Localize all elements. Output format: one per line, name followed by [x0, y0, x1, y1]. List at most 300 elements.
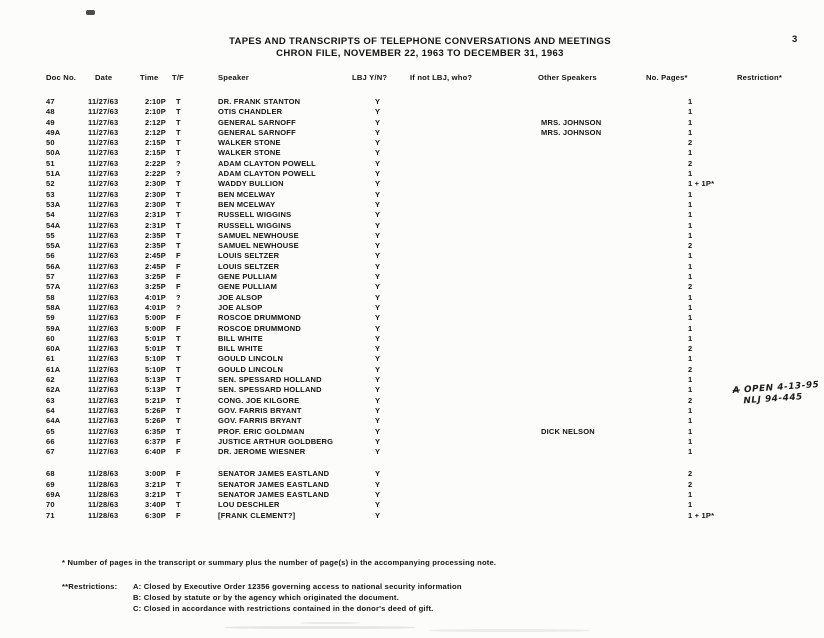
- cell-no-pages: 1: [688, 436, 693, 446]
- cell-no-pages: 1: [688, 405, 693, 415]
- cell-speaker: GENERAL SARNOFF: [218, 117, 296, 127]
- cell-date: 11/27/63: [88, 169, 119, 179]
- cell-time: 2:22P: [144, 158, 166, 168]
- cell-tf: T: [176, 364, 181, 374]
- cell-time: 5:00P: [144, 313, 166, 323]
- cell-no-pages: 1: [688, 416, 693, 426]
- table-row: [0, 190, 824, 200]
- cell-no-pages: 1: [688, 292, 693, 302]
- cell-speaker: LOU DESCHLER: [218, 500, 280, 510]
- cell-lbj-yn: Y: [375, 344, 381, 354]
- cell-lbj-yn: Y: [375, 158, 381, 168]
- cell-lbj-yn: Y: [375, 354, 381, 364]
- cell-time: 2:30P: [144, 189, 166, 199]
- cell-speaker: LOUIS SELTZER: [218, 251, 280, 261]
- cell-date: 11/27/63: [88, 251, 119, 261]
- table-row: [0, 437, 824, 447]
- cell-tf: T: [176, 230, 181, 240]
- cell-date: 11/27/63: [88, 158, 119, 168]
- cell-date: 11/27/63: [88, 138, 119, 148]
- cell-doc-no: 50: [46, 138, 55, 148]
- cell-no-pages: 1: [688, 272, 693, 282]
- cell-time: 2:31P: [144, 220, 166, 230]
- cell-speaker: CONG. JOE KILGORE: [218, 395, 300, 405]
- cell-doc-no: 59A: [46, 323, 61, 333]
- cell-time: 2:15P: [144, 148, 166, 158]
- cell-time: 6:37P: [144, 436, 166, 446]
- cell-time: 5:26P: [144, 416, 166, 426]
- cell-doc-no: 50A: [46, 148, 61, 158]
- cell-speaker: BILL WHITE: [218, 344, 263, 354]
- cell-doc-no: 66: [46, 436, 55, 446]
- cell-speaker: WALKER STONE: [218, 148, 281, 158]
- cell-time: 6:35P: [144, 426, 166, 436]
- cell-date: 11/27/63: [88, 189, 119, 199]
- cell-date: 11/27/63: [88, 416, 119, 426]
- cell-no-pages: 1: [688, 333, 693, 343]
- cell-no-pages: 1: [688, 210, 693, 220]
- cell-tf: F: [176, 272, 181, 282]
- cell-speaker: GOULD LINCOLN: [218, 354, 284, 364]
- cell-tf: T: [176, 241, 181, 251]
- cell-no-pages: 1: [688, 107, 693, 117]
- cell-no-pages: 2: [688, 282, 693, 292]
- cell-date: 11/27/63: [88, 179, 119, 189]
- cell-speaker: GENE PULLIAM: [218, 282, 278, 292]
- cell-time: 2:12P: [144, 127, 166, 137]
- cell-no-pages: 1: [688, 199, 693, 209]
- cell-lbj-yn: Y: [375, 107, 381, 117]
- cell-no-pages: 1: [688, 500, 693, 510]
- scan-artifact: [86, 10, 95, 15]
- document-title-line1: TAPES AND TRANSCRIPTS OF TELEPHONE CONVERSATIONS AND MEETINGS: [229, 36, 611, 47]
- cell-date: 11/27/63: [88, 220, 119, 230]
- table-row: [0, 344, 824, 354]
- table-row: [0, 416, 824, 426]
- cell-no-pages: 2: [688, 344, 693, 354]
- cell-no-pages: 1: [688, 313, 693, 323]
- cell-speaker: GOULD LINCOLN: [218, 364, 284, 374]
- cell-time: 2:45P: [144, 261, 166, 271]
- cell-time: 2:22P: [144, 169, 166, 179]
- cell-no-pages: 1: [688, 323, 693, 333]
- table-row: [0, 272, 824, 282]
- cell-date: 11/27/63: [88, 282, 119, 292]
- cell-doc-no: 54: [46, 210, 55, 220]
- table-row: [0, 354, 824, 364]
- cell-lbj-yn: Y: [375, 426, 381, 436]
- cell-date: 11/27/63: [88, 375, 119, 385]
- footnote-restrictions-label: **Restrictions:: [62, 582, 118, 591]
- cell-doc-no: 56A: [46, 261, 61, 271]
- cell-lbj-yn: Y: [375, 447, 381, 457]
- cell-tf: ?: [176, 302, 181, 312]
- cell-doc-no: 57A: [46, 282, 61, 292]
- scan-smudge: [430, 629, 590, 632]
- cell-lbj-yn: Y: [375, 385, 381, 395]
- cell-speaker: WADDY BULLION: [218, 179, 284, 189]
- cell-date: 11/27/63: [88, 344, 119, 354]
- table-row-group: [0, 469, 824, 520]
- cell-tf: T: [176, 489, 181, 499]
- cell-no-pages: 2: [688, 469, 693, 479]
- table-row: [0, 480, 824, 490]
- cell-time: 5:13P: [144, 375, 166, 385]
- cell-lbj-yn: Y: [375, 479, 381, 489]
- cell-lbj-yn: Y: [375, 97, 381, 106]
- cell-date: 11/27/63: [88, 333, 119, 343]
- cell-tf: T: [176, 375, 181, 385]
- cell-doc-no: 62A: [46, 385, 61, 395]
- cell-tf: T: [176, 199, 181, 209]
- table-row: [0, 365, 824, 375]
- cell-lbj-yn: Y: [375, 251, 381, 261]
- cell-date: 11/27/63: [88, 436, 119, 446]
- cell-lbj-yn: Y: [375, 230, 381, 240]
- cell-tf: F: [176, 313, 181, 323]
- cell-tf: T: [176, 395, 181, 405]
- cell-other-speakers: MRS. JOHNSON: [541, 127, 602, 137]
- cell-time: 3:00P: [144, 469, 166, 479]
- cell-other-speakers: DICK NELSON: [541, 426, 595, 436]
- cell-tf: F: [176, 261, 181, 271]
- cell-tf: F: [176, 436, 181, 446]
- cell-doc-no: 48: [46, 107, 55, 117]
- cell-doc-no: 67: [46, 447, 55, 457]
- table-row: [0, 490, 824, 500]
- cell-lbj-yn: Y: [375, 261, 381, 271]
- cell-speaker: ROSCOE DRUMMOND: [218, 323, 301, 333]
- column-header-restriction: Restriction*: [737, 73, 783, 82]
- cell-speaker: [FRANK CLEMENT?]: [218, 510, 296, 520]
- cell-tf: T: [176, 117, 181, 127]
- cell-speaker: SENATOR JAMES EASTLAND: [218, 469, 330, 479]
- cell-time: 2:30P: [144, 199, 166, 209]
- cell-no-pages: 1 + 1P*: [688, 510, 715, 520]
- footnote-restriction-b: B: Closed by statute or by the agency which originated the document.: [133, 593, 399, 602]
- table-row: [0, 159, 824, 169]
- cell-date: 11/27/63: [88, 364, 119, 374]
- cell-speaker: GENE PULLIAM: [218, 272, 278, 282]
- cell-speaker: SEN. SPESSARD HOLLAND: [218, 375, 322, 385]
- table-row: [0, 313, 824, 323]
- cell-lbj-yn: Y: [375, 138, 381, 148]
- cell-no-pages: 1: [688, 426, 693, 436]
- cell-speaker: GENERAL SARNOFF: [218, 127, 296, 137]
- cell-time: 6:30P: [144, 510, 166, 520]
- cell-doc-no: 64: [46, 405, 55, 415]
- cell-tf: T: [176, 210, 181, 220]
- cell-lbj-yn: Y: [375, 364, 381, 374]
- cell-speaker: DR. JEROME WIESNER: [218, 447, 306, 457]
- cell-lbj-yn: Y: [375, 241, 381, 251]
- cell-no-pages: 2: [688, 364, 693, 374]
- cell-time: 2:12P: [144, 117, 166, 127]
- cell-date: 11/27/63: [88, 405, 119, 415]
- cell-doc-no: 65: [46, 426, 55, 436]
- cell-speaker: JUSTICE ARTHUR GOLDBERG: [218, 436, 334, 446]
- cell-doc-no: 55: [46, 230, 55, 240]
- table-row: [0, 251, 824, 261]
- cell-doc-no: 69: [46, 479, 55, 489]
- cell-tf: T: [176, 500, 181, 510]
- cell-doc-no: 56: [46, 251, 55, 261]
- cell-doc-no: 60: [46, 333, 55, 343]
- cell-date: 11/28/63: [88, 510, 119, 520]
- cell-speaker: SENATOR JAMES EASTLAND: [218, 489, 330, 499]
- cell-lbj-yn: Y: [375, 292, 381, 302]
- cell-speaker: WALKER STONE: [218, 138, 281, 148]
- cell-no-pages: 1: [688, 354, 693, 364]
- column-header-doc-no: Doc No.: [46, 73, 77, 82]
- cell-time: 2:35P: [144, 241, 166, 251]
- cell-time: 2:35P: [144, 230, 166, 240]
- cell-doc-no: 70: [46, 500, 55, 510]
- cell-lbj-yn: Y: [375, 500, 381, 510]
- cell-lbj-yn: Y: [375, 189, 381, 199]
- cell-other-speakers: MRS. JOHNSON: [541, 117, 602, 127]
- cell-date: 11/27/63: [88, 127, 119, 137]
- scan-smudge: [225, 626, 415, 629]
- cell-time: 2:15P: [144, 138, 166, 148]
- cell-no-pages: 1: [688, 169, 693, 179]
- cell-tf: T: [176, 97, 181, 106]
- table-body: [0, 97, 824, 521]
- cell-speaker: ADAM CLAYTON POWELL: [218, 169, 316, 179]
- cell-lbj-yn: Y: [375, 436, 381, 446]
- cell-no-pages: 1: [688, 251, 693, 261]
- cell-doc-no: 51A: [46, 169, 61, 179]
- cell-no-pages: 1: [688, 447, 693, 457]
- cell-date: 11/28/63: [88, 489, 119, 499]
- table-row: [0, 118, 824, 128]
- column-header-tf: T/F: [172, 73, 184, 82]
- cell-speaker: SAMUEL NEWHOUSE: [218, 230, 299, 240]
- cell-tf: T: [176, 416, 181, 426]
- cell-time: 5:00P: [144, 323, 166, 333]
- cell-lbj-yn: Y: [375, 272, 381, 282]
- cell-lbj-yn: Y: [375, 169, 381, 179]
- table-row: [0, 334, 824, 344]
- table-row: [0, 148, 824, 158]
- cell-doc-no: 54A: [46, 220, 61, 230]
- cell-time: 2:10P: [144, 107, 166, 117]
- cell-lbj-yn: Y: [375, 282, 381, 292]
- cell-tf: F: [176, 510, 181, 520]
- cell-doc-no: 51: [46, 158, 55, 168]
- cell-time: 5:01P: [144, 344, 166, 354]
- cell-date: 11/27/63: [88, 107, 119, 117]
- cell-date: 11/27/63: [88, 210, 119, 220]
- cell-date: 11/28/63: [88, 479, 119, 489]
- cell-lbj-yn: Y: [375, 510, 381, 520]
- table-row: [0, 406, 824, 416]
- cell-time: 3:25P: [144, 272, 166, 282]
- cell-time: 2:10P: [144, 97, 166, 106]
- cell-date: 11/27/63: [88, 199, 119, 209]
- cell-date: 11/27/63: [88, 241, 119, 251]
- table-row: [0, 324, 824, 334]
- cell-time: 2:30P: [144, 179, 166, 189]
- cell-date: 11/27/63: [88, 354, 119, 364]
- cell-date: 11/27/63: [88, 426, 119, 436]
- cell-lbj-yn: Y: [375, 333, 381, 343]
- cell-date: 11/27/63: [88, 117, 119, 127]
- scan-smudge: [300, 622, 360, 624]
- table-row: [0, 97, 824, 107]
- cell-date: 11/27/63: [88, 395, 119, 405]
- table-row: [0, 262, 824, 272]
- cell-time: 3:21P: [144, 479, 166, 489]
- cell-speaker: GOV. FARRIS BRYANT: [218, 405, 302, 415]
- cell-no-pages: 1: [688, 148, 693, 158]
- cell-speaker: JOE ALSOP: [218, 292, 263, 302]
- cell-date: 11/27/63: [88, 230, 119, 240]
- column-header-if-not-lbj: If not LBJ, who?: [410, 73, 473, 82]
- cell-doc-no: 47: [46, 97, 55, 106]
- cell-no-pages: 1: [688, 230, 693, 240]
- cell-no-pages: 2: [688, 479, 693, 489]
- cell-date: 11/27/63: [88, 447, 119, 457]
- cell-speaker: BILL WHITE: [218, 333, 263, 343]
- cell-date: 11/27/63: [88, 302, 119, 312]
- cell-doc-no: 61: [46, 354, 55, 364]
- cell-time: 5:10P: [144, 364, 166, 374]
- cell-no-pages: 1: [688, 127, 693, 137]
- cell-no-pages: 1: [688, 302, 693, 312]
- cell-doc-no: 64A: [46, 416, 61, 426]
- cell-doc-no: 49A: [46, 127, 61, 137]
- cell-no-pages: 1: [688, 385, 693, 395]
- table-row: [0, 303, 824, 313]
- cell-tf: F: [176, 469, 181, 479]
- cell-lbj-yn: Y: [375, 127, 381, 137]
- table-row: [0, 469, 824, 479]
- handwritten-open-date: OPEN 4-13-95: [743, 379, 820, 396]
- cell-tf: T: [176, 344, 181, 354]
- cell-doc-no: 69A: [46, 489, 61, 499]
- cell-lbj-yn: Y: [375, 416, 381, 426]
- cell-time: 3:21P: [144, 489, 166, 499]
- footnote-restriction-a: A: Closed by Executive Order 12356 governing access to national security information: [133, 582, 462, 591]
- table-row: [0, 427, 824, 437]
- footnote-restriction-c: C: Closed in accordance with restrictions contained in the donor's deed of gift.: [133, 604, 434, 613]
- handwritten-crossed-restriction: A: [732, 385, 741, 397]
- cell-no-pages: 1: [688, 489, 693, 499]
- cell-no-pages: 1: [688, 375, 693, 385]
- cell-lbj-yn: Y: [375, 323, 381, 333]
- table-row: [0, 128, 824, 138]
- cell-doc-no: 68: [46, 469, 55, 479]
- cell-doc-no: 58A: [46, 302, 61, 312]
- cell-tf: T: [176, 220, 181, 230]
- cell-doc-no: 63: [46, 395, 55, 405]
- cell-speaker: RUSSELL WIGGINS: [218, 210, 292, 220]
- cell-tf: T: [176, 426, 181, 436]
- cell-tf: F: [176, 447, 181, 457]
- cell-speaker: DR. FRANK STANTON: [218, 97, 301, 106]
- cell-doc-no: 62: [46, 375, 55, 385]
- cell-tf: ?: [176, 292, 181, 302]
- cell-date: 11/27/63: [88, 148, 119, 158]
- table-row: [0, 221, 824, 231]
- cell-lbj-yn: Y: [375, 148, 381, 158]
- cell-time: 4:01P: [144, 292, 166, 302]
- cell-tf: T: [176, 385, 181, 395]
- cell-lbj-yn: Y: [375, 179, 381, 189]
- table-row: [0, 231, 824, 241]
- cell-lbj-yn: Y: [375, 117, 381, 127]
- cell-speaker: OTIS CHANDLER: [218, 107, 283, 117]
- handwritten-nlj-number: NLJ 94-445: [743, 392, 804, 407]
- cell-doc-no: 57: [46, 272, 55, 282]
- table-row: [0, 138, 824, 148]
- column-header-no-pages: No. Pages*: [646, 73, 688, 82]
- cell-no-pages: 1: [688, 117, 693, 127]
- cell-speaker: LOUIS SELTZER: [218, 261, 280, 271]
- table-row: [0, 500, 824, 510]
- cell-date: 11/27/63: [88, 385, 119, 395]
- cell-tf: T: [176, 107, 181, 117]
- cell-no-pages: 1 + 1P*: [688, 179, 715, 189]
- cell-date: 11/27/63: [88, 272, 119, 282]
- cell-tf: T: [176, 333, 181, 343]
- cell-lbj-yn: Y: [375, 220, 381, 230]
- cell-speaker: BEN MCELWAY: [218, 189, 276, 199]
- cell-date: 11/28/63: [88, 469, 119, 479]
- cell-time: 5:21P: [144, 395, 166, 405]
- cell-tf: ?: [176, 169, 181, 179]
- cell-doc-no: 52: [46, 179, 55, 189]
- cell-tf: F: [176, 282, 181, 292]
- cell-no-pages: 2: [688, 138, 693, 148]
- table-row: [0, 107, 824, 117]
- cell-tf: T: [176, 127, 181, 137]
- cell-lbj-yn: Y: [375, 375, 381, 385]
- cell-doc-no: 53A: [46, 199, 61, 209]
- cell-speaker: PROF. ERIC GOLDMAN: [218, 426, 305, 436]
- cell-tf: F: [176, 251, 181, 261]
- cell-doc-no: 58: [46, 292, 55, 302]
- column-header-lbj-yn: LBJ Y/N?: [352, 73, 388, 82]
- cell-lbj-yn: Y: [375, 489, 381, 499]
- cell-speaker: SAMUEL NEWHOUSE: [218, 241, 299, 251]
- table-row: [0, 200, 824, 210]
- cell-time: 4:01P: [144, 302, 166, 312]
- cell-time: 3:40P: [144, 500, 166, 510]
- cell-tf: T: [176, 479, 181, 489]
- cell-time: 5:10P: [144, 354, 166, 364]
- cell-lbj-yn: Y: [375, 210, 381, 220]
- table-row: [0, 169, 824, 179]
- cell-speaker: RUSSELL WIGGINS: [218, 220, 292, 230]
- cell-tf: T: [176, 405, 181, 415]
- cell-date: 11/27/63: [88, 292, 119, 302]
- column-header-speaker: Speaker: [218, 73, 249, 82]
- document-title: [180, 36, 660, 60]
- cell-no-pages: 2: [688, 158, 693, 168]
- table-row: [0, 385, 824, 395]
- table-row: [0, 511, 824, 521]
- cell-time: 3:25P: [144, 282, 166, 292]
- cell-doc-no: 55A: [46, 241, 61, 251]
- table-row: [0, 396, 824, 406]
- cell-time: 5:01P: [144, 333, 166, 343]
- cell-lbj-yn: Y: [375, 395, 381, 405]
- table-row: [0, 241, 824, 251]
- cell-time: 5:26P: [144, 405, 166, 415]
- column-header-time: Time: [140, 73, 159, 82]
